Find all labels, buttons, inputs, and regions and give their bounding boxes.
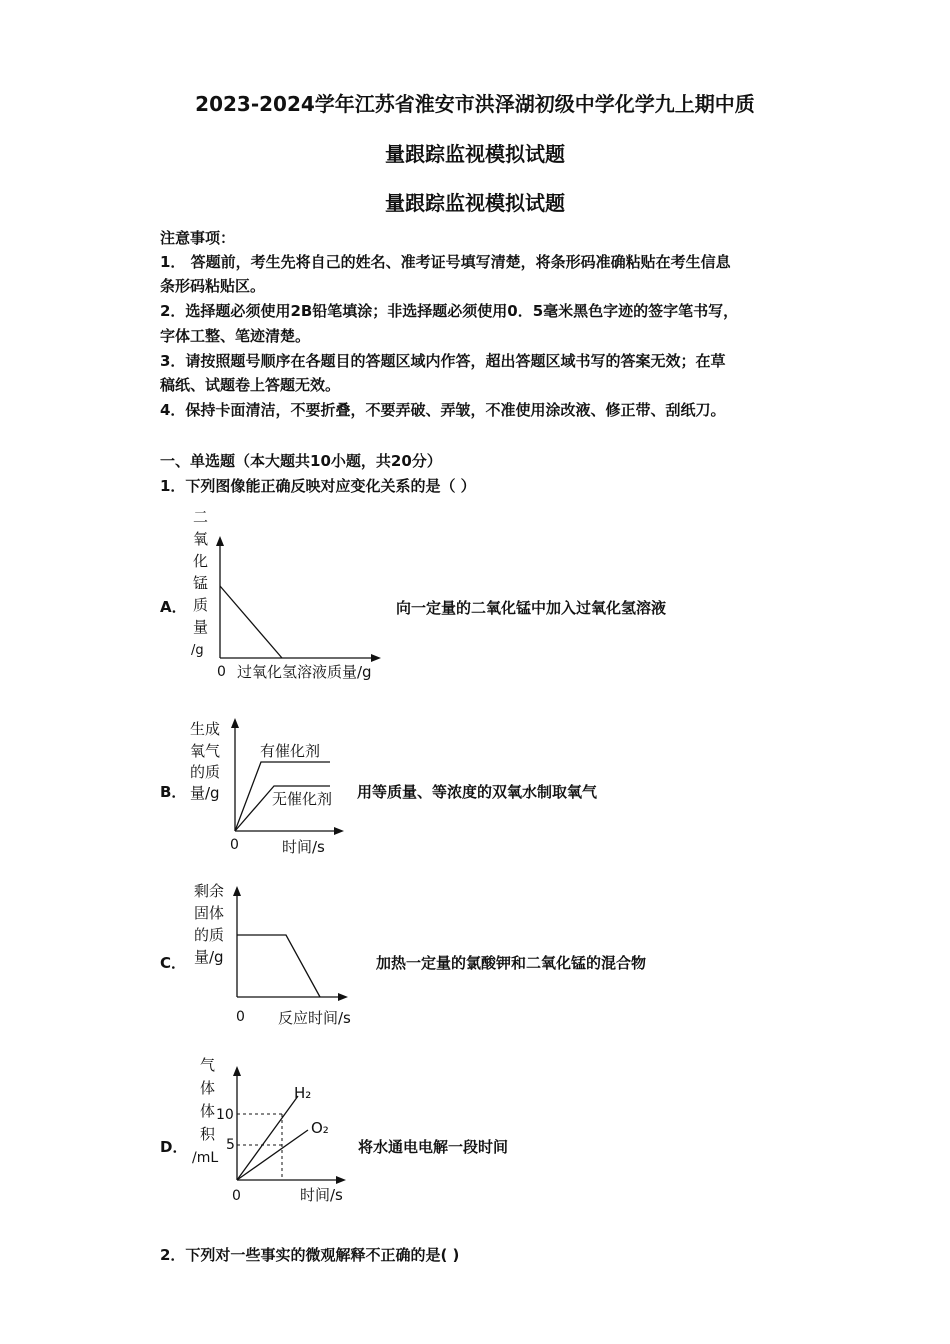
doc-title-line3: 量跟踪监视模拟试题	[385, 191, 565, 215]
doc-title-line1: 2023-2024学年江苏省淮安市洪泽湖初级中学化学九上期中质	[195, 92, 755, 116]
graph-c-curve	[237, 935, 320, 997]
graph-a-x-arrow	[371, 654, 381, 662]
svg-text:二: 二	[193, 508, 209, 526]
option-b-desc: 用等质量、等浓度的双氧水制取氧气	[357, 783, 598, 801]
graph-d-tick-5: 5	[226, 1137, 235, 1153]
graph-a-curve	[220, 586, 282, 658]
svg-text:体: 体	[200, 1079, 216, 1097]
graph-b	[190, 714, 360, 859]
svg-text:量/g: 量/g	[194, 948, 224, 966]
graph-d-y-arrow	[233, 1066, 241, 1076]
graph-c-y-arrow	[233, 886, 241, 896]
graph-a-y-arrow	[216, 536, 224, 546]
svg-text:的质: 的质	[194, 926, 225, 944]
option-d-label: D．	[160, 1138, 188, 1156]
notice-line: 2．选择题必须使用2B铅笔填涂；非选择题必须使用0．5毫米黑色字迹的签字笔书写，	[160, 302, 739, 320]
graph-d-line-o2	[237, 1130, 308, 1180]
doc-title-line2: 量跟踪监视模拟试题	[385, 142, 565, 166]
svg-text:量: 量	[193, 618, 209, 636]
question-2-stem: 2．下列对一些事实的微观解释不正确的是( )	[160, 1246, 460, 1264]
option-c-desc: 加热一定量的氯酸钾和二氧化锰的混合物	[376, 954, 647, 972]
graph-d-x-label: 时间/s	[300, 1186, 343, 1204]
notice-line: 4．保持卡面清洁，不要折叠，不要弄破、弄皱，不准使用涂改液、修正带、刮纸刀。	[160, 401, 726, 419]
notice-line: 1． 答题前，考生先将自己的姓名、准考证号填写清楚，将条形码准确粘贴在考生信息	[160, 253, 731, 271]
graph-c-x-label: 反应时间/s	[278, 1009, 351, 1027]
svg-text:体: 体	[200, 1102, 216, 1120]
svg-text:/g: /g	[191, 643, 204, 658]
option-b-label: B．	[160, 783, 187, 801]
svg-text:固体: 固体	[194, 904, 225, 922]
graph-b-label-catalyst: 有催化剂	[260, 742, 321, 760]
notice-line: 条形码粘贴区。	[160, 277, 266, 295]
graph-d-line-h2	[237, 1096, 298, 1180]
graph-d-x-arrow	[336, 1176, 346, 1184]
graph-d-origin: 0	[232, 1188, 241, 1204]
notice-line: 3．请按照题号顺序在各题目的答题区域内作答，超出答题区域书写的答案无效；在草	[160, 352, 726, 370]
graph-d-tick-10: 10	[216, 1107, 234, 1123]
graph-a-y-label	[191, 508, 208, 658]
notice-heading: 注意事项：	[160, 229, 236, 247]
graph-d-label-o2: O₂	[311, 1119, 329, 1137]
graph-b-origin: 0	[230, 837, 239, 853]
svg-text:生成: 生成	[190, 720, 221, 738]
svg-text:剩余: 剩余	[194, 882, 225, 900]
svg-text:的质: 的质	[190, 763, 221, 781]
section-heading: 一、单选题（本大题共10小题，共20分）	[160, 452, 442, 470]
svg-text:氧: 氧	[193, 530, 209, 548]
graph-d-y-label	[192, 1056, 218, 1166]
graph-c-origin: 0	[236, 1009, 245, 1025]
question-1-stem: 1．下列图像能正确反映对应变化关系的是（ ）	[160, 477, 476, 495]
svg-text:锰: 锰	[193, 574, 209, 592]
graph-b-label-no-catalyst: 无催化剂	[272, 790, 333, 808]
graph-d-label-h2: H₂	[294, 1084, 312, 1102]
graph-a-origin: 0	[217, 664, 226, 680]
svg-text:量/g: 量/g	[190, 784, 220, 802]
option-d-desc: 将水通电电解一段时间	[358, 1138, 509, 1156]
option-c-label: C．	[160, 954, 187, 972]
graph-a	[185, 508, 405, 683]
graph-c-y-label	[194, 882, 224, 966]
svg-text:气: 气	[200, 1056, 216, 1074]
svg-text:质: 质	[193, 596, 209, 614]
option-a-desc: 向一定量的二氧化锰中加入过氧化氢溶液	[396, 599, 667, 617]
graph-c	[194, 878, 369, 1028]
graph-a-x-label: 过氧化氢溶液质量/g	[237, 663, 372, 681]
svg-text:积: 积	[200, 1125, 216, 1143]
svg-text:氧气: 氧气	[190, 742, 221, 760]
notice-line: 字体工整、笔迹清楚。	[160, 327, 311, 345]
notice-line: 稿纸、试题卷上答题无效。	[160, 376, 341, 394]
svg-text:/mL: /mL	[192, 1150, 219, 1166]
option-a-label: A．	[160, 598, 187, 616]
graph-b-y-label	[190, 720, 220, 802]
svg-text:化: 化	[193, 552, 209, 570]
graph-b-x-label: 时间/s	[282, 838, 325, 856]
graph-b-y-arrow	[231, 718, 239, 728]
graph-c-x-arrow	[338, 993, 348, 1001]
graph-d	[190, 1056, 365, 1206]
graph-b-x-arrow	[334, 827, 344, 835]
